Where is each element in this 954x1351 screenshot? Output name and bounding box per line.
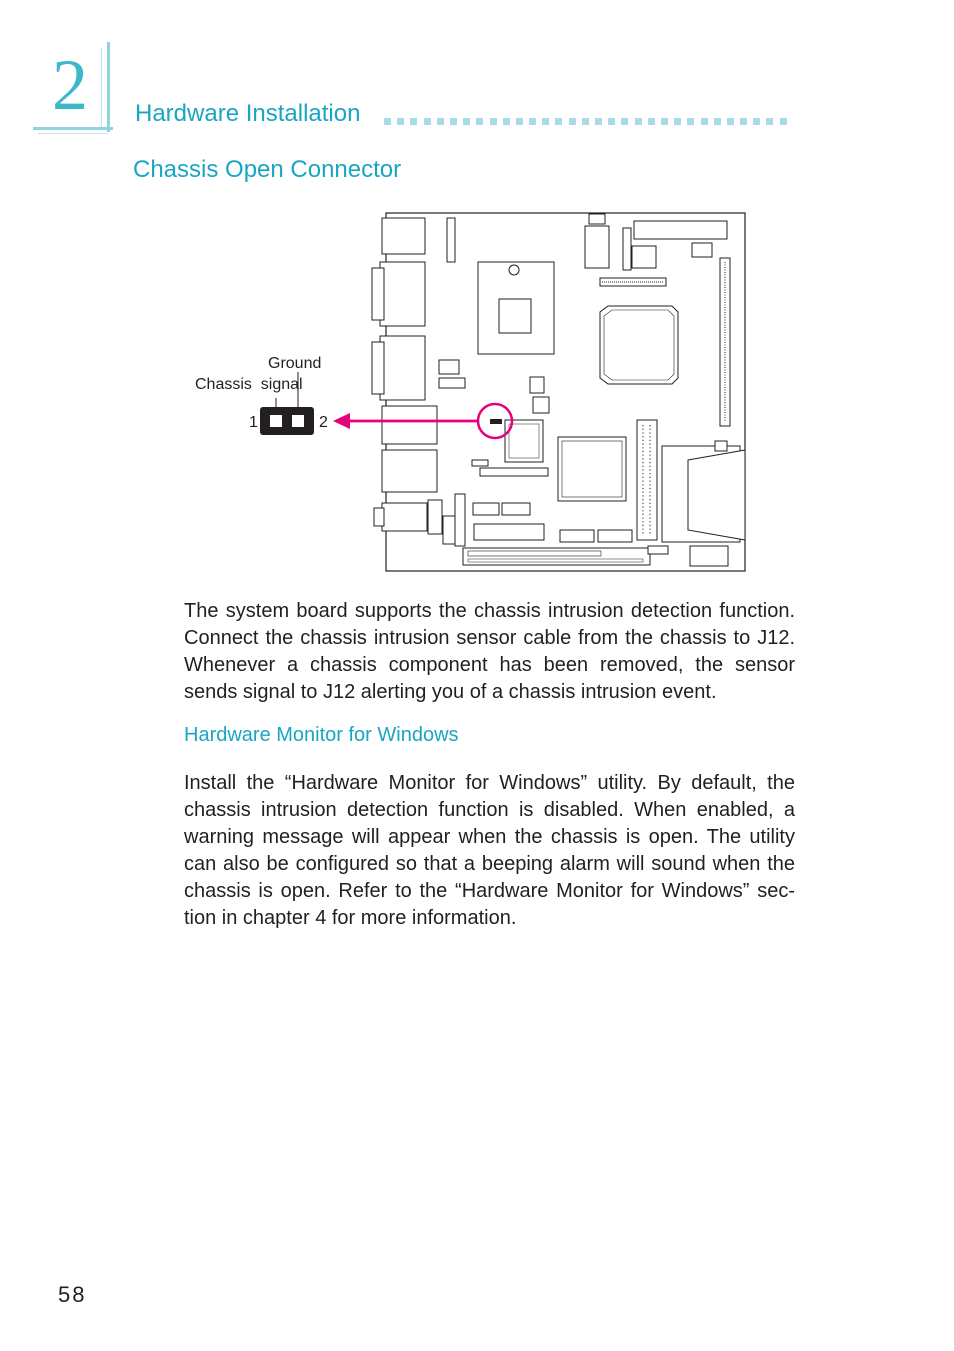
rear-port [372, 268, 384, 320]
rear-port [382, 503, 427, 531]
header [502, 503, 530, 515]
header [533, 397, 549, 413]
header [455, 494, 465, 546]
rear-port [380, 336, 425, 400]
cf-latch [715, 441, 727, 451]
header [439, 378, 465, 388]
j12-callout [260, 407, 314, 435]
intro-paragraph: The system board supports the chassis intrusion detection function. Connect the chassis intrusion sensor cable from the chassis to J12. Whenever a chassis component has been removed, the sensor sends signal to J12 alerting you of a chassis intrusion event. [184, 600, 795, 703]
header [439, 360, 459, 374]
header [598, 530, 632, 542]
chassis-signal-label: Chassis signal [195, 376, 303, 393]
pci-slot [463, 548, 650, 565]
socket-lever [509, 265, 519, 275]
subheading: Hardware Monitor for Windows [184, 724, 459, 746]
header [648, 546, 668, 554]
header [585, 226, 609, 268]
j12-connector [490, 419, 502, 424]
rear-port [372, 342, 384, 394]
page-number: 58 [58, 1282, 87, 1307]
header [480, 468, 548, 476]
header [632, 246, 656, 268]
section-header: Hardware Installation [135, 100, 361, 127]
header [690, 546, 728, 566]
header [472, 460, 488, 466]
southbridge [558, 437, 626, 501]
fan-header [692, 243, 712, 257]
rear-port [380, 262, 425, 326]
rear-port [382, 450, 437, 492]
header [560, 530, 594, 542]
utility-paragraph: Install the “Hardware Monitor for Windows” utility. By default, the chassis intrusion detection function is disabled. When enabled, a warning message will appear when the chassis is open. The utility can also be configured so that a beeping alarm will sound when the chassis is open. Refer to the “Hardware Monitor for Windows” sec-tion in chapter 4 for more information. [184, 772, 795, 929]
header [473, 503, 499, 515]
pin-2-label: 2 [319, 414, 328, 431]
chipset [600, 306, 678, 384]
ground-label: Ground [268, 355, 322, 372]
pin-1-label: 1 [249, 414, 258, 431]
header [428, 500, 442, 534]
pin-1 [270, 415, 282, 427]
cf-card [688, 450, 745, 540]
chapter-number: 2 [52, 45, 88, 125]
header [623, 228, 631, 270]
rear-port [374, 508, 384, 526]
rear-port [382, 406, 437, 444]
header [474, 524, 544, 540]
page-title: Chassis Open Connector [133, 156, 402, 183]
header [530, 377, 544, 393]
pointer-arrowhead [333, 413, 350, 429]
rear-port [382, 218, 425, 254]
ide-connector [637, 420, 657, 540]
header [589, 214, 605, 224]
atx-power [634, 221, 727, 239]
header [447, 218, 455, 262]
pin-2 [292, 415, 304, 427]
cpu-socket-center [499, 299, 531, 333]
motherboard-diagram [0, 0, 954, 600]
